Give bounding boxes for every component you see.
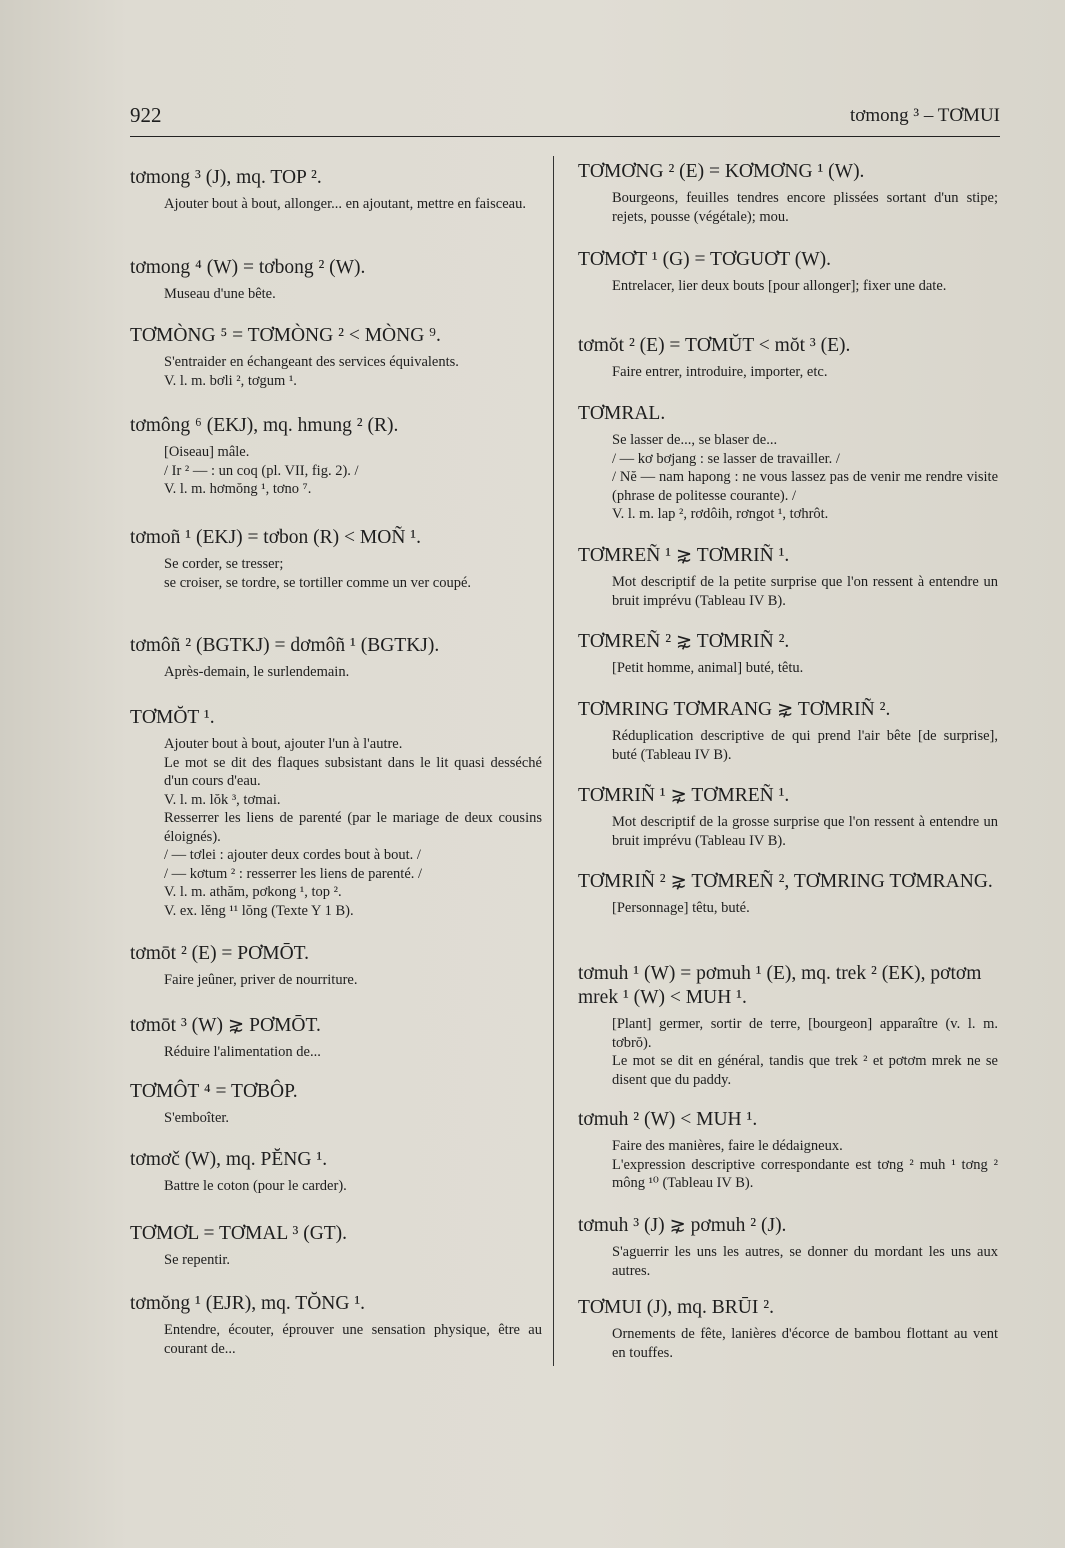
dictionary-entry bbox=[130, 256, 542, 304]
dictionary-entry bbox=[130, 634, 542, 682]
dictionary-entry bbox=[578, 698, 998, 764]
definition-line: [Oiseau] mâle. bbox=[164, 444, 250, 460]
definition-line: Faire entrer, introduire, importer, etc. bbox=[612, 364, 828, 380]
dictionary-entry bbox=[130, 324, 542, 390]
definition-line: Réduire l'alimentation de... bbox=[164, 1044, 321, 1060]
definition-line: S'emboîter. bbox=[164, 1110, 230, 1126]
entry-definition bbox=[612, 1015, 998, 1089]
entry-definition bbox=[612, 189, 998, 226]
entry-definition bbox=[164, 663, 542, 682]
entry-definition bbox=[612, 277, 998, 296]
entry-definition bbox=[612, 1137, 998, 1193]
page-header bbox=[130, 103, 1000, 133]
entry-definition bbox=[612, 899, 998, 918]
definition-line: Faire jeûner, priver de nourriture. bbox=[164, 972, 358, 988]
dictionary-entry bbox=[578, 1214, 998, 1280]
dictionary-entry bbox=[578, 1108, 998, 1193]
dictionary-entry bbox=[578, 248, 998, 296]
dictionary-entry bbox=[578, 544, 998, 610]
definition-line: / — kơtum ² : resserrer les liens de parenté. / bbox=[164, 865, 423, 882]
definition-line: V. l. m. bơli ², tơgum ¹. bbox=[164, 372, 297, 389]
dictionary-entry bbox=[130, 1148, 542, 1196]
dictionary-entry bbox=[578, 870, 998, 918]
dictionary-entry bbox=[130, 414, 542, 499]
definition-line: Ajouter bout à bout, allonger... en ajoutant, mettre en faisceau. bbox=[164, 196, 526, 212]
definition-line: / — kơ bơjang : se lasser de travailler. / bbox=[612, 450, 840, 467]
definition-line: L'expression descriptive correspondante est tơng ² muh ¹ tơng ² mông ¹⁰ (Tableau IV B). bbox=[612, 1156, 998, 1191]
dictionary-entry bbox=[130, 1080, 542, 1128]
entry-headword: tơmŏt ² (E) = TƠMŬT < mŏt ³ (E). bbox=[578, 335, 851, 356]
definition-line: V. l. m. lŏk ³, tơmai. bbox=[164, 791, 281, 808]
dictionary-entry bbox=[578, 630, 998, 678]
dictionary-entry bbox=[130, 706, 542, 920]
dictionary-entry bbox=[578, 334, 998, 382]
entry-headword: tơmuh ³ (J) ⋧ pơmuh ² (J). bbox=[578, 1215, 787, 1236]
dictionary-entry bbox=[130, 1292, 542, 1358]
definition-line: Le mot se dit en général, tandis que trek ² et pơtơm mrek ne se disent que du paddy. bbox=[612, 1053, 998, 1088]
definition-line: Réduplication descriptive de qui prend l'air bête [de surprise], buté (Tableau IV B). bbox=[612, 728, 998, 763]
entry-headword: TƠMÒNG ⁵ = TƠMÒNG ² < MÒNG ⁹. bbox=[130, 325, 441, 346]
entry-definition bbox=[612, 1325, 998, 1362]
column-divider bbox=[553, 156, 554, 1366]
entry-definition bbox=[612, 573, 998, 610]
dictionary-entry bbox=[578, 784, 998, 850]
entry-headword: tơmông ⁶ (EKJ), mq. hmung ² (R). bbox=[130, 415, 399, 436]
definition-line: se croiser, se tordre, se tortiller comme un ver coupé. bbox=[164, 574, 472, 591]
entry-definition bbox=[164, 1251, 542, 1270]
dictionary-entry bbox=[130, 1222, 542, 1270]
header-rule bbox=[130, 136, 1000, 137]
entry-headword: TƠMÔT ⁴ = TƠBÔP. bbox=[130, 1081, 298, 1102]
dictionary-entry bbox=[130, 526, 542, 592]
entry-headword: tơmong ³ (J), mq. TOP ². bbox=[130, 167, 322, 188]
entry-definition bbox=[612, 1243, 998, 1280]
entry-definition bbox=[164, 971, 542, 990]
definition-line: Faire des manières, faire le dédaigneux. bbox=[612, 1138, 843, 1154]
dictionary-entry bbox=[130, 1014, 542, 1062]
definition-line: V. l. m. athăm, pơkong ¹, top ². bbox=[164, 884, 342, 900]
entry-definition bbox=[164, 555, 542, 592]
definition-line: Se lasser de..., se blaser de... bbox=[612, 432, 778, 448]
definition-line: / Ir ² — : un coq (pl. VII, fig. 2). / bbox=[164, 462, 359, 479]
entry-headword: TƠMRAL. bbox=[578, 403, 666, 424]
definition-line: Battre le coton (pour le carder). bbox=[164, 1178, 347, 1194]
entry-definition bbox=[612, 727, 998, 764]
definition-line: Resserrer les liens de parenté (par le mariage de deux cousins éloignés). bbox=[164, 810, 542, 845]
definition-line: [Plant] germer, sortir de terre, [bourgeon] apparaître (v. l. m. tơbrŏ). bbox=[612, 1016, 998, 1051]
definition-line: Bourgeons, feuilles tendres encore plissées sortant d'un stipe; rejets, pousse (végétale); mou. bbox=[612, 190, 998, 225]
page-number: 922 bbox=[130, 103, 162, 127]
definition-line: Après-demain, le surlendemain. bbox=[164, 664, 350, 680]
entry-definition bbox=[164, 735, 542, 920]
definition-line: Entendre, écouter, éprouver une sensation physique, être au courant de... bbox=[164, 1322, 542, 1357]
entry-headword: tơmōt ³ (W) ⋧ PƠMŌT. bbox=[130, 1015, 321, 1036]
entry-headword: TƠMREÑ ² ⋧ TƠMRIÑ ². bbox=[578, 631, 790, 652]
dictionary-entry bbox=[130, 942, 542, 990]
dictionary-entry bbox=[578, 1296, 998, 1362]
definition-line: / Nĕ — nam hapong : ne vous lassez pas de venir me rendre visite (phrase de politesse courante). / bbox=[612, 469, 998, 504]
entry-definition bbox=[164, 285, 542, 304]
entry-headword: tơmơč (W), mq. PĔNG ¹. bbox=[130, 1149, 328, 1170]
definition-line: Le mot se dit des flaques subsistant dans le lit quasi desséché d'un cours d'eau. bbox=[164, 754, 542, 789]
entry-headword: TƠMRIÑ ¹ ⋧ TƠMREÑ ¹. bbox=[578, 785, 790, 806]
entry-headword: TƠMRING TƠMRANG ⋧ TƠMRIÑ ². bbox=[578, 699, 891, 720]
definition-line: / — tơlei : ajouter deux cordes bout à bout. / bbox=[164, 847, 421, 863]
entry-definition bbox=[164, 195, 542, 214]
dictionary-entry bbox=[578, 160, 998, 226]
entry-definition bbox=[612, 659, 998, 678]
entry-headword: tơmōt ² (E) = PƠMŌT. bbox=[130, 943, 309, 964]
entry-headword: tơmoñ ¹ (EKJ) = tơbon (R) < MOÑ ¹. bbox=[130, 527, 422, 548]
entry-headword: TƠMŎT ¹. bbox=[130, 707, 215, 728]
definition-line: S'entraider en échangeant des services équivalents. bbox=[164, 354, 459, 370]
running-head: tơmong ³ – TƠMUI bbox=[850, 105, 1000, 126]
entry-definition bbox=[164, 443, 542, 499]
definition-line: Se corder, se tresser; bbox=[164, 556, 284, 572]
entry-headword: TƠMƠL = TƠMAL ³ (GT). bbox=[130, 1223, 348, 1244]
entry-definition bbox=[164, 353, 542, 390]
entry-headword: TƠMƠNG ² (E) = KƠMƠNG ¹ (W). bbox=[578, 161, 865, 182]
dictionary-entry bbox=[578, 402, 998, 524]
entry-headword: tơmuh ² (W) < MUH ¹. bbox=[578, 1109, 758, 1130]
entry-definition bbox=[164, 1177, 542, 1196]
entry-headword: TƠMREÑ ¹ ⋧ TƠMRIÑ ¹. bbox=[578, 545, 790, 566]
definition-line: [Personnage] têtu, buté. bbox=[612, 900, 750, 916]
definition-line: S'aguerrir les uns les autres, se donner du mordant les uns aux autres. bbox=[612, 1244, 998, 1279]
definition-line: Entrelacer, lier deux bouts [pour allonger]; fixer une date. bbox=[612, 278, 947, 294]
entry-headword: TƠMƠT ¹ (G) = TƠGUƠT (W). bbox=[578, 249, 831, 270]
entry-headword: tơmuh ¹ (W) = pơmuh ¹ (E), mq. trek ² (EK), pơtơm mrek ¹ (W) < MUH ¹. bbox=[578, 963, 982, 1008]
entry-headword: TƠMRIÑ ² ⋧ TƠMREÑ ², TƠMRING TƠMRANG. bbox=[578, 871, 993, 892]
definition-line: Mot descriptif de la grosse surprise que l'on ressent à entendre un bruit imprévu (Tableau IV B). bbox=[612, 814, 998, 849]
definition-line: V. l. m. lap ², rơdôih, rơngot ¹, tơhrôt. bbox=[612, 506, 829, 522]
entry-definition bbox=[164, 1321, 542, 1358]
entry-headword: tơmong ⁴ (W) = tơbong ² (W). bbox=[130, 257, 366, 278]
definition-line: Ajouter bout à bout, ajouter l'un à l'autre. bbox=[164, 736, 403, 752]
definition-line: Mot descriptif de la petite surprise que l'on ressent à entendre un bruit imprévu (Tableau IV B). bbox=[612, 574, 998, 609]
definition-line: V. l. m. hơmŏng ¹, tơno ⁷. bbox=[164, 481, 312, 497]
definition-line: Museau d'une bête. bbox=[164, 286, 276, 302]
dictionary-entry bbox=[130, 166, 542, 214]
entry-definition bbox=[164, 1109, 542, 1128]
entry-headword: tơmôñ ² (BGTKJ) = dơmôñ ¹ (BGTKJ). bbox=[130, 635, 440, 656]
entry-definition bbox=[164, 1043, 542, 1062]
entry-headword: tơmŏng ¹ (EJR), mq. TŎNG ¹. bbox=[130, 1293, 366, 1314]
entry-definition bbox=[612, 813, 998, 850]
entry-definition bbox=[612, 363, 998, 382]
definition-line: [Petit homme, animal] buté, têtu. bbox=[612, 660, 804, 676]
definition-line: Se repentir. bbox=[164, 1252, 231, 1268]
dictionary-entry bbox=[578, 962, 998, 1089]
entry-definition bbox=[612, 431, 998, 524]
entry-headword: TƠMUI (J), mq. BRŪI ². bbox=[578, 1297, 774, 1318]
definition-line: Ornements de fête, lanières d'écorce de bambou flottant au vent en touffes. bbox=[612, 1326, 998, 1361]
definition-line: V. ex. lĕng ¹¹ lŏng (Texte Y 1 B). bbox=[164, 902, 354, 919]
